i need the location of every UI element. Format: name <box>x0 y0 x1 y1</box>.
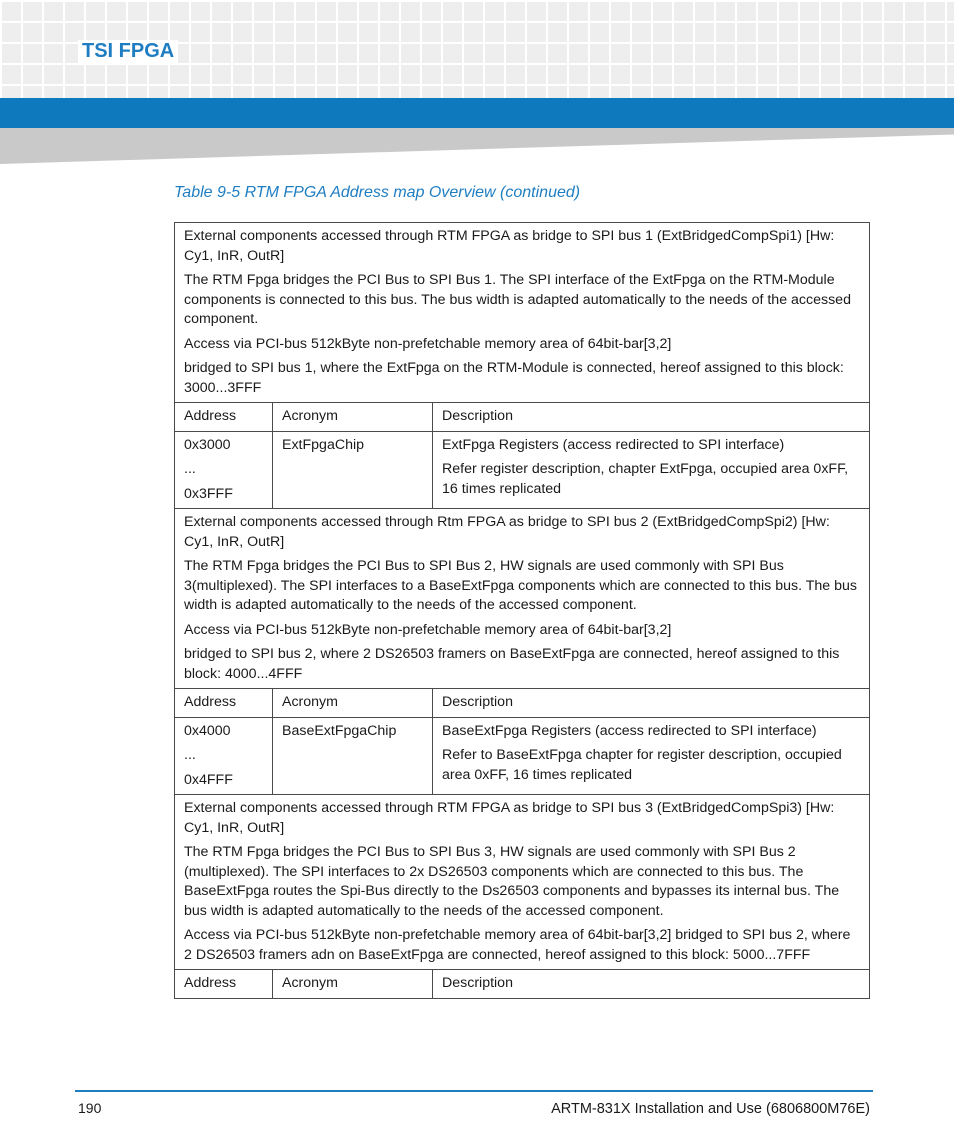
block-paragraph: bridged to SPI bus 1, where the ExtFpga on the RTM-Module is connected, hereof assigned to this block: 3000...3FFF <box>184 360 844 396</box>
column-header-description: Description <box>433 689 870 718</box>
block-paragraph: External components accessed through RTM FPGA as bridge to SPI bus 1 (ExtBridgedCompSpi1) [Hw: Cy1, InR, OutR] <box>184 228 835 264</box>
block-paragraph: Access via PCI-bus 512kByte non-prefetchable memory area of 64bit-bar[3,2] <box>184 335 672 352</box>
column-header-address: Address <box>175 970 273 999</box>
table-row <box>175 795 870 970</box>
table-row <box>175 509 870 689</box>
header-blue-bar <box>0 98 954 128</box>
block-paragraph: The RTM Fpga bridges the PCI Bus to SPI Bus 2, HW signals are used commonly with SPI Bus 3(multiplexed). The SPI interfaces to a BaseExtFpga components which are connected to this bus. The bus width is adapted automatically to the needs of the accessed component. <box>184 558 857 613</box>
column-header-acronym: Acronym <box>273 970 433 999</box>
block-description-spi3 <box>175 795 870 970</box>
table-header-row <box>175 970 870 999</box>
block-paragraph: External components accessed through Rtm FPGA as bridge to SPI bus 2 (ExtBridgedCompSpi2) [Hw: Cy1, InR, OutR] <box>184 514 830 550</box>
description-line: Refer to BaseExtFpga chapter for register description, occupied area 0xFF, 16 times replicated <box>442 747 842 783</box>
block-paragraph: Access via PCI-bus 512kByte non-prefetchable memory area of 64bit-bar[3,2] bridged to SPI bus 2, where 2 DS26503 framers adn on BaseExtFpga are connected, hereof assigned to this block: 5000...7FFF <box>184 927 851 963</box>
section-title: TSI FPGA <box>78 40 178 63</box>
address-cell <box>175 717 273 795</box>
address-end: 0x3FFF <box>184 485 233 502</box>
footer-rule <box>75 1090 873 1092</box>
column-header-acronym: Acronym <box>273 403 433 432</box>
column-header-address: Address <box>175 403 273 432</box>
table-caption: Table 9-5 RTM FPGA Address map Overview (continued) <box>174 184 581 201</box>
block-paragraph: External components accessed through RTM FPGA as bridge to SPI bus 3 (ExtBridgedCompSpi3) [Hw: Cy1, InR, OutR] <box>184 800 835 836</box>
table-header-row <box>175 403 870 432</box>
address-start: 0x3000 <box>184 436 231 453</box>
column-header-description: Description <box>433 970 870 999</box>
table-row <box>175 431 870 509</box>
address-ellipsis: ... <box>184 747 196 763</box>
document-title: ARTM-831X Installation and Use (6806800M76E) <box>551 1101 870 1117</box>
header-gray-wedge <box>0 128 954 164</box>
description-line: Refer register description, chapter ExtFpga, occupied area 0xFF, 16 times replicated <box>442 461 849 497</box>
block-paragraph: The RTM Fpga bridges the PCI Bus to SPI Bus 1. The SPI interface of the ExtFpga on the RTM-Module components is connected to this bus. The bus width is adapted automatically to the needs of the accessed component. <box>184 272 851 327</box>
address-map-table <box>174 222 870 999</box>
block-paragraph: Access via PCI-bus 512kByte non-prefetchable memory area of 64bit-bar[3,2] <box>184 621 672 638</box>
description-cell <box>433 431 870 509</box>
page-number: 190 <box>78 1100 102 1116</box>
block-description-spi1 <box>175 223 870 403</box>
table-row <box>175 717 870 795</box>
address-ellipsis: ... <box>184 461 196 477</box>
acronym-cell: BaseExtFpgaChip <box>273 717 433 795</box>
description-line: ExtFpga Registers (access redirected to SPI interface) <box>442 436 785 453</box>
table-row <box>175 223 870 403</box>
address-cell <box>175 431 273 509</box>
block-description-spi2 <box>175 509 870 689</box>
description-line: BaseExtFpga Registers (access redirected to SPI interface) <box>442 722 817 739</box>
address-end: 0x4FFF <box>184 771 233 788</box>
column-header-description: Description <box>433 403 870 432</box>
address-start: 0x4000 <box>184 722 231 739</box>
column-header-address: Address <box>175 689 273 718</box>
column-header-acronym: Acronym <box>273 689 433 718</box>
acronym-cell: ExtFpgaChip <box>273 431 433 509</box>
block-paragraph: bridged to SPI bus 2, where 2 DS26503 framers on BaseExtFpga are connected, hereof assigned to this block: 4000...4FFF <box>184 646 840 682</box>
table-header-row <box>175 689 870 718</box>
block-paragraph: The RTM Fpga bridges the PCI Bus to SPI Bus 3, HW signals are used commonly with SPI Bus 2 (multiplexed). The SPI interfaces to 2x DS26503 components which are connected to this bus. The BaseExtFpga routes the Spi-Bus directly to the Ds26503 components and bypasses its internal bus. The bus width is adapted automatically to the needs of the accessed component. <box>184 844 840 919</box>
description-cell <box>433 717 870 795</box>
